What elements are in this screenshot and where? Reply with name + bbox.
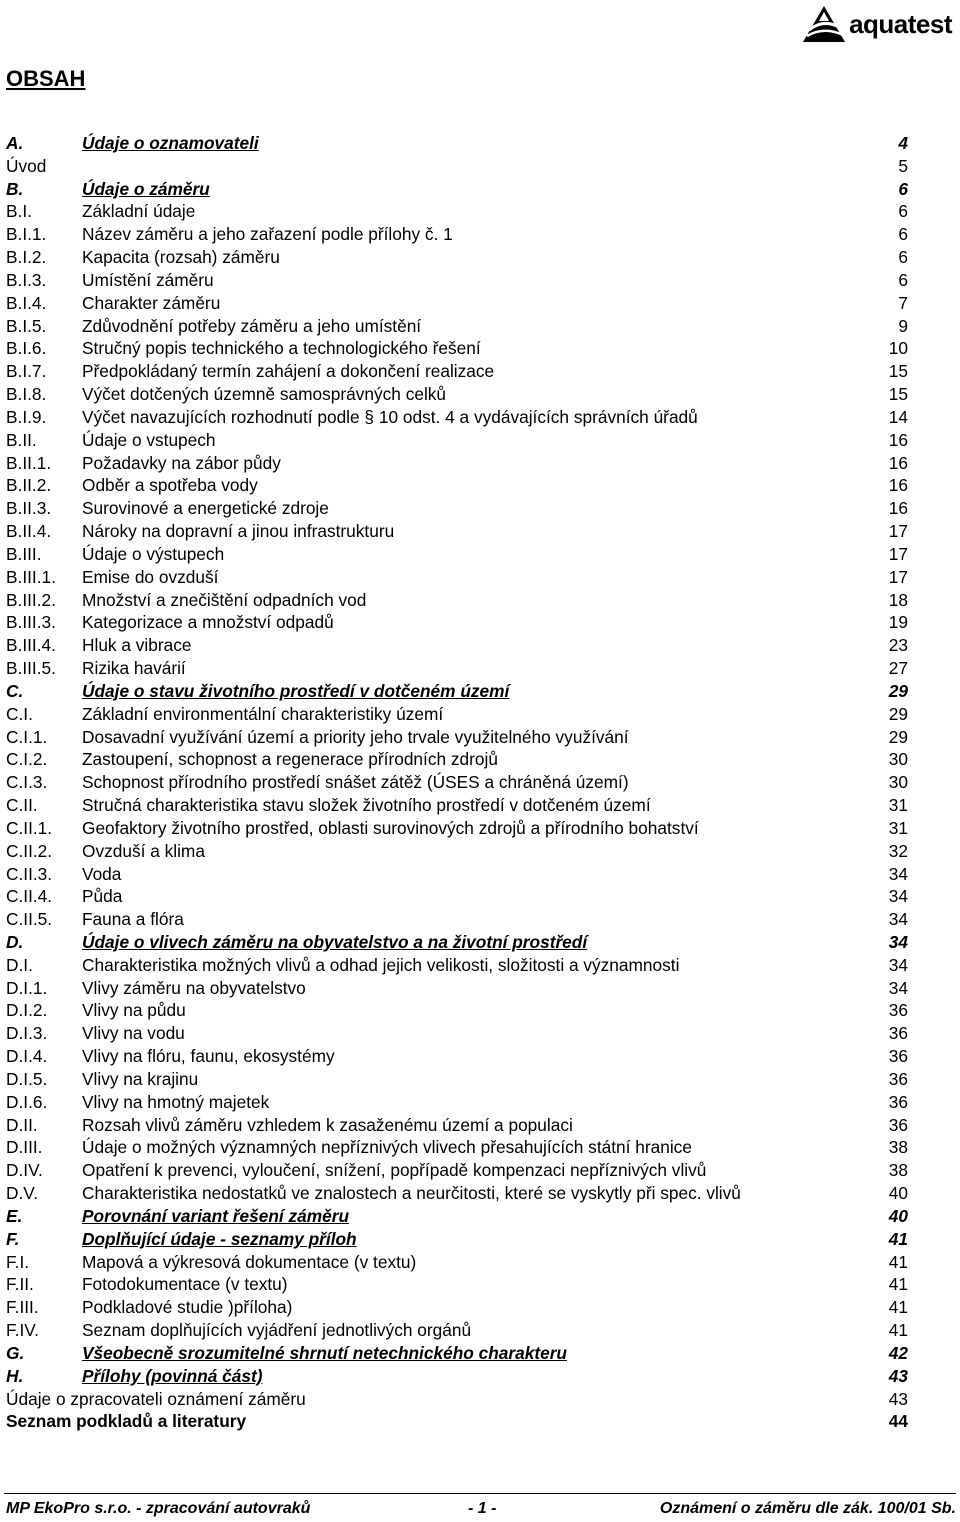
toc-entry-title: Zdůvodnění potřeby záměru a jeho umístění bbox=[82, 315, 422, 336]
toc-entry-page: 41 bbox=[888, 1228, 908, 1249]
toc-entry[interactable] bbox=[6, 1319, 908, 1342]
toc-entry-page: 31 bbox=[888, 795, 908, 816]
toc-entry-title: Surovinové a energetické zdroje bbox=[82, 498, 329, 519]
toc-entry-title: Vlivy záměru na obyvatelstvo bbox=[82, 977, 306, 998]
toc-entry-page: 41 bbox=[888, 1320, 908, 1341]
toc-entry-title: Úvod bbox=[6, 155, 47, 176]
toc-entry-title: Charakteristika nedostatků ve znalostech a neurčitosti, které se vyskytly při spec. vlivů bbox=[82, 1183, 741, 1204]
toc-entry-page: 6 bbox=[898, 224, 908, 245]
toc-entry-number: B. bbox=[6, 178, 24, 199]
toc-entry[interactable] bbox=[6, 429, 908, 452]
toc-entry[interactable] bbox=[6, 680, 908, 703]
toc-entry-number: C.II. bbox=[6, 795, 38, 816]
toc-entry-number: D.I.6. bbox=[6, 1091, 48, 1112]
toc-entry[interactable] bbox=[6, 794, 908, 817]
toc-entry-title: Údaje o výstupech bbox=[82, 543, 225, 564]
toc-entry-title: Vlivy na vodu bbox=[82, 1023, 185, 1044]
toc-entry[interactable] bbox=[6, 543, 908, 566]
toc-entry-number: C.II.3. bbox=[6, 863, 53, 884]
toc-entry-page: 40 bbox=[888, 1205, 908, 1226]
toc-entry-number: C.I.3. bbox=[6, 772, 48, 793]
toc-entry-title: Předpokládaný termín zahájení a dokončení realizace bbox=[82, 361, 495, 382]
toc-entry-title: Stručný popis technického a technologického řešení bbox=[82, 338, 481, 359]
toc-entry-page: 38 bbox=[888, 1137, 908, 1158]
page-footer bbox=[6, 1500, 956, 1520]
toc-entry-number: C.I.2. bbox=[6, 749, 48, 770]
toc-entry-page: 6 bbox=[898, 247, 908, 268]
toc-entry-number: B.III.4. bbox=[6, 635, 56, 656]
toc-entry-page: 29 bbox=[888, 703, 908, 724]
toc-entry[interactable] bbox=[6, 406, 908, 429]
toc-entry-number: B.III.1. bbox=[6, 566, 56, 587]
toc-entry[interactable] bbox=[6, 1114, 908, 1137]
toc-entry-page: 14 bbox=[888, 406, 908, 427]
toc-entry-title: Všeobecně srozumitelné shrnutí netechnického charakteru bbox=[82, 1342, 567, 1363]
toc-entry-page: 17 bbox=[888, 521, 908, 542]
toc-entry-title: Vlivy na půdu bbox=[82, 1000, 186, 1021]
toc-entry-number: D.I.4. bbox=[6, 1046, 48, 1067]
toc-entry-number: G. bbox=[6, 1342, 25, 1363]
toc-entry-page: 41 bbox=[888, 1274, 908, 1295]
toc-entry[interactable] bbox=[6, 269, 908, 292]
toc-entry[interactable] bbox=[6, 452, 908, 475]
toc-entry[interactable] bbox=[6, 589, 908, 612]
toc-entry-title: Odběr a spotřeba vody bbox=[82, 475, 258, 496]
toc-entry-title: Rozsah vlivů záměru vzhledem k zasaženému území a populaci bbox=[82, 1114, 573, 1135]
toc-entry-page: 4 bbox=[898, 133, 908, 153]
toc-entry[interactable] bbox=[6, 703, 908, 726]
footer-page-number: - 1 - bbox=[468, 1500, 497, 1517]
toc-entry[interactable] bbox=[6, 1136, 908, 1159]
toc-entry-number: B.II.4. bbox=[6, 521, 52, 542]
toc-entry-page: 6 bbox=[898, 178, 908, 199]
toc-entry[interactable] bbox=[6, 954, 908, 977]
toc-entry-number: B.II.2. bbox=[6, 475, 52, 496]
toc-entry-page: 16 bbox=[888, 452, 908, 473]
toc-entry[interactable] bbox=[6, 885, 908, 908]
toc-entry-title: Údaje o vstupech bbox=[82, 429, 216, 450]
toc-entry-number: B.II.3. bbox=[6, 498, 52, 519]
aquatest-logo-icon bbox=[801, 4, 847, 44]
toc-entry-number: F.II. bbox=[6, 1274, 34, 1295]
toc-entry-title: Umístění záměru bbox=[82, 269, 214, 290]
toc-entry-number: B.I.9. bbox=[6, 406, 47, 427]
page-title: OBSAH bbox=[6, 66, 86, 91]
toc-entry[interactable] bbox=[6, 1159, 908, 1182]
toc-entry[interactable] bbox=[6, 1251, 908, 1274]
toc-entry[interactable] bbox=[6, 726, 908, 749]
toc-entry-number: D. bbox=[6, 931, 24, 952]
toc-entry-title: Vlivy na hmotný majetek bbox=[82, 1091, 270, 1112]
toc-entry-title: Množství a znečištění odpadních vod bbox=[82, 589, 367, 610]
toc-entry-title: Vlivy na krajinu bbox=[82, 1068, 199, 1089]
toc-entry[interactable] bbox=[6, 908, 908, 931]
toc-entry-page: 29 bbox=[888, 680, 908, 701]
toc-entry-title: Dosavadní využívání území a priority jeho trvale využitelného využívání bbox=[82, 726, 629, 747]
toc-entry[interactable] bbox=[6, 178, 908, 201]
toc-entry-page: 41 bbox=[888, 1251, 908, 1272]
toc-entry-number: C.II.4. bbox=[6, 886, 53, 907]
toc-entry-number: C.I.1. bbox=[6, 726, 48, 747]
toc-entry-page: 5 bbox=[898, 155, 908, 176]
toc-entry-number: D.I.2. bbox=[6, 1000, 48, 1021]
toc-entry-title: Emise do ovzduší bbox=[82, 566, 219, 587]
toc-entry-title: Voda bbox=[82, 863, 122, 884]
aquatest-logo bbox=[801, 2, 952, 46]
toc-entry-number: D.V. bbox=[6, 1183, 39, 1204]
toc-entry[interactable] bbox=[6, 1296, 908, 1319]
toc-entry-number: D.I.3. bbox=[6, 1023, 48, 1044]
toc-entry-title: Fotodokumentace (v textu) bbox=[82, 1274, 288, 1295]
toc-entry[interactable] bbox=[6, 931, 908, 954]
toc-entry-page: 9 bbox=[898, 315, 908, 336]
toc-entry-number: C.I. bbox=[6, 703, 33, 724]
toc-entry-page: 10 bbox=[888, 338, 908, 359]
toc-entry-page: 43 bbox=[888, 1365, 908, 1386]
toc-entry[interactable] bbox=[6, 1342, 908, 1365]
toc-entry-page: 16 bbox=[888, 429, 908, 450]
toc-entry-title: Název záměru a jeho zařazení podle přílohy č. 1 bbox=[82, 224, 453, 245]
toc-entry-number: D.II. bbox=[6, 1114, 38, 1135]
toc-entry-title: Přílohy (povinná část) bbox=[82, 1365, 263, 1386]
toc-entry-number: D.III. bbox=[6, 1137, 43, 1158]
toc-entry-page: 44 bbox=[888, 1411, 908, 1432]
toc-entry-page: 34 bbox=[888, 954, 908, 975]
toc-entry[interactable] bbox=[6, 246, 908, 269]
toc-entry-page: 19 bbox=[888, 612, 908, 633]
toc-entry-page: 40 bbox=[888, 1183, 908, 1204]
toc-entry-page: 36 bbox=[888, 1046, 908, 1067]
toc-entry-title: Údaje o stavu životního prostředí v dotčeném území bbox=[82, 680, 510, 701]
toc-entry-title: Charakteristika možných vlivů a odhad jejich velikosti, složitosti a významnosti bbox=[82, 954, 680, 975]
toc-entry-page: 34 bbox=[888, 931, 908, 952]
toc-entry-number: H. bbox=[6, 1365, 24, 1386]
toc-entry-title: Porovnání variant řešení záměru bbox=[82, 1205, 349, 1226]
toc-entry-page: 6 bbox=[898, 269, 908, 290]
toc-entry-number: B.I.1. bbox=[6, 224, 47, 245]
toc-entry-page: 30 bbox=[888, 749, 908, 770]
toc-entry-page: 31 bbox=[888, 817, 908, 838]
toc-entry[interactable] bbox=[6, 1365, 908, 1388]
table-of-contents bbox=[6, 132, 908, 1433]
toc-entry-number: B.I. bbox=[6, 201, 32, 222]
toc-entry-page: 15 bbox=[888, 361, 908, 382]
toc-entry[interactable] bbox=[6, 611, 908, 634]
toc-entry-title: Rizika havárií bbox=[82, 658, 186, 679]
toc-entry[interactable] bbox=[6, 999, 908, 1022]
toc-entry-number: B.III.5. bbox=[6, 658, 56, 679]
toc-entry[interactable] bbox=[6, 292, 908, 315]
toc-entry-title: Fauna a flóra bbox=[82, 909, 184, 930]
toc-entry-title: Kategorizace a množství odpadů bbox=[82, 612, 334, 633]
toc-entry-page: 23 bbox=[888, 635, 908, 656]
toc-entry-page: 27 bbox=[888, 658, 908, 679]
toc-entry-page: 36 bbox=[888, 1023, 908, 1044]
toc-entry-title: Půda bbox=[82, 886, 123, 907]
toc-entry-page: 17 bbox=[888, 566, 908, 587]
toc-entry[interactable] bbox=[6, 360, 908, 383]
toc-entry[interactable] bbox=[6, 474, 908, 497]
toc-entry-title: Údaje o oznamovateli bbox=[82, 133, 259, 153]
toc-entry[interactable] bbox=[6, 1410, 908, 1433]
toc-entry-title: Požadavky na zábor půdy bbox=[82, 452, 281, 473]
toc-entry-title: Geofaktory životního prostřed, oblasti surovinových zdrojů a přírodního bohatství bbox=[82, 817, 699, 838]
toc-entry-title: Kapacita (rozsah) záměru bbox=[82, 247, 280, 268]
toc-entry-page: 36 bbox=[888, 1114, 908, 1135]
toc-entry-number: B.I.3. bbox=[6, 269, 47, 290]
toc-entry[interactable] bbox=[6, 634, 908, 657]
toc-entry-page: 16 bbox=[888, 498, 908, 519]
toc-entry-title: Mapová a výkresová dokumentace (v textu) bbox=[82, 1251, 417, 1272]
toc-entry[interactable] bbox=[6, 840, 908, 863]
toc-entry-page: 34 bbox=[888, 909, 908, 930]
toc-entry-number: B.III.3. bbox=[6, 612, 56, 633]
toc-entry[interactable] bbox=[6, 337, 908, 360]
toc-entry-title: Podkladové studie )příloha) bbox=[82, 1297, 293, 1318]
toc-entry-page: 38 bbox=[888, 1160, 908, 1181]
toc-entry[interactable] bbox=[6, 748, 908, 771]
toc-entry-page: 42 bbox=[888, 1342, 908, 1363]
toc-entry-title: Seznam podkladů a literatury bbox=[6, 1411, 247, 1432]
toc-entry[interactable] bbox=[6, 1388, 908, 1411]
toc-entry-page: 34 bbox=[888, 886, 908, 907]
toc-entry-page: 18 bbox=[888, 589, 908, 610]
toc-entry-page: 43 bbox=[888, 1388, 908, 1409]
footer-document-title: Oznámení o záměru dle zák. 100/01 Sb. bbox=[659, 1500, 956, 1517]
toc-entry[interactable] bbox=[6, 132, 908, 155]
toc-entry-title: Seznam doplňujících vyjádření jednotlivých orgánů bbox=[82, 1320, 472, 1341]
toc-entry[interactable] bbox=[6, 1045, 908, 1068]
toc-entry-page: 17 bbox=[888, 543, 908, 564]
toc-entry-title: Základní údaje bbox=[82, 201, 196, 222]
toc-entry-number: F.III. bbox=[6, 1297, 39, 1318]
toc-entry-number: D.I. bbox=[6, 954, 33, 975]
toc-entry-number: B.I.7. bbox=[6, 361, 47, 382]
toc-entry[interactable] bbox=[6, 223, 908, 246]
toc-entry-title: Stručná charakteristika stavu složek životního prostředí v dotčeném území bbox=[82, 795, 651, 816]
toc-entry-page: 36 bbox=[888, 1068, 908, 1089]
toc-entry-page: 7 bbox=[898, 292, 908, 313]
toc-entry[interactable] bbox=[6, 497, 908, 520]
toc-entry[interactable] bbox=[6, 863, 908, 886]
toc-entry-number: D.I.5. bbox=[6, 1068, 48, 1089]
toc-entry[interactable] bbox=[6, 1182, 908, 1205]
logo-text: aquatest bbox=[849, 8, 952, 39]
toc-entry[interactable] bbox=[6, 771, 908, 794]
toc-entry-number: B.I.6. bbox=[6, 338, 47, 359]
toc-entry-title: Základní environmentální charakteristiky území bbox=[82, 703, 444, 724]
toc-entry-number: B.I.2. bbox=[6, 247, 47, 268]
toc-entry-page: 29 bbox=[888, 726, 908, 747]
toc-entry-number: B.I.5. bbox=[6, 315, 47, 336]
toc-entry-title: Schopnost přírodního prostředí snášet zátěž (ÚSES a chráněná území) bbox=[82, 772, 629, 793]
toc-entry-title: Výčet navazujících rozhodnutí podle § 10 odst. 4 a vydávajících správních úřadů bbox=[82, 406, 698, 427]
toc-entry[interactable] bbox=[6, 1068, 908, 1091]
toc-entry-title: Zastoupení, schopnost a regenerace přírodních zdrojů bbox=[82, 749, 498, 770]
toc-entry-title: Výčet dotčených územně samosprávných celků bbox=[82, 384, 447, 405]
toc-entry-page: 34 bbox=[888, 977, 908, 998]
toc-entry-number: A. bbox=[6, 133, 24, 153]
toc-entry-number: C.II.5. bbox=[6, 909, 53, 930]
toc-entry-number: C.II.2. bbox=[6, 840, 53, 861]
footer-divider bbox=[4, 1493, 956, 1494]
toc-entry-title: Vlivy na flóru, faunu, ekosystémy bbox=[82, 1046, 335, 1067]
toc-entry-number: B.II.1. bbox=[6, 452, 52, 473]
toc-entry-title: Ovzduší a klima bbox=[82, 840, 205, 861]
toc-entry-number: F.IV. bbox=[6, 1320, 39, 1341]
toc-entry[interactable] bbox=[6, 155, 908, 178]
toc-entry-title: Údaje o možných významných nepříznivých vlivech přesahujících státní hranice bbox=[82, 1137, 692, 1158]
toc-entry-page: 32 bbox=[888, 840, 908, 861]
toc-entry-number: D.I.1. bbox=[6, 977, 48, 998]
toc-entry-page: 15 bbox=[888, 384, 908, 405]
toc-entry-page: 41 bbox=[888, 1297, 908, 1318]
toc-entry[interactable] bbox=[6, 1091, 908, 1114]
toc-entry[interactable] bbox=[6, 817, 908, 840]
toc-entry-title: Hluk a vibrace bbox=[82, 635, 192, 656]
toc-entry[interactable] bbox=[6, 657, 908, 680]
toc-entry-number: B.I.8. bbox=[6, 384, 47, 405]
toc-entry-page: 36 bbox=[888, 1000, 908, 1021]
toc-entry-title: Opatření k prevenci, vyloučení, snížení, popřípadě kompenzaci nepříznivých vlivů bbox=[82, 1160, 707, 1181]
toc-entry-title: Údaje o zpracovateli oznámení záměru bbox=[6, 1388, 306, 1409]
toc-entry[interactable] bbox=[6, 1273, 908, 1296]
toc-entry[interactable] bbox=[6, 1022, 908, 1045]
toc-entry[interactable] bbox=[6, 200, 908, 223]
toc-entry-number: D.IV. bbox=[6, 1160, 43, 1181]
toc-entry[interactable] bbox=[6, 977, 908, 1000]
toc-entry[interactable] bbox=[6, 1205, 908, 1228]
toc-entry-number: C.II.1. bbox=[6, 817, 53, 838]
toc-entry-title: Charakter záměru bbox=[82, 292, 221, 313]
toc-entry-page: 6 bbox=[898, 201, 908, 222]
toc-entry-number: B.II. bbox=[6, 429, 37, 450]
toc-entry-title: Nároky na dopravní a jinou infrastrukturu bbox=[82, 521, 395, 542]
toc-entry-number: B.I.4. bbox=[6, 292, 47, 313]
toc-entry-page: 36 bbox=[888, 1091, 908, 1112]
toc-entry[interactable] bbox=[6, 315, 908, 338]
toc-entry-title: Doplňující údaje - seznamy příloh bbox=[82, 1228, 357, 1249]
toc-entry-page: 30 bbox=[888, 772, 908, 793]
toc-entry-page: 16 bbox=[888, 475, 908, 496]
toc-entry[interactable] bbox=[6, 566, 908, 589]
footer-company: MP EkoPro s.r.o. - zpracování autovraků bbox=[6, 1500, 311, 1517]
toc-entry[interactable] bbox=[6, 1228, 908, 1251]
toc-entry-number: E. bbox=[6, 1205, 23, 1226]
toc-entry-number: C. bbox=[6, 680, 24, 701]
toc-entry-title: Údaje o vlivech záměru na obyvatelstvo a na životní prostředí bbox=[82, 931, 588, 952]
toc-entry-page: 34 bbox=[888, 863, 908, 884]
toc-entry-number: B.III. bbox=[6, 543, 42, 564]
toc-entry-title: Údaje o záměru bbox=[82, 178, 210, 199]
toc-entry[interactable] bbox=[6, 520, 908, 543]
toc-entry[interactable] bbox=[6, 383, 908, 406]
toc-entry-number: F. bbox=[6, 1228, 20, 1249]
toc-entry-number: F.I. bbox=[6, 1251, 30, 1272]
toc-entry-number: B.III.2. bbox=[6, 589, 56, 610]
